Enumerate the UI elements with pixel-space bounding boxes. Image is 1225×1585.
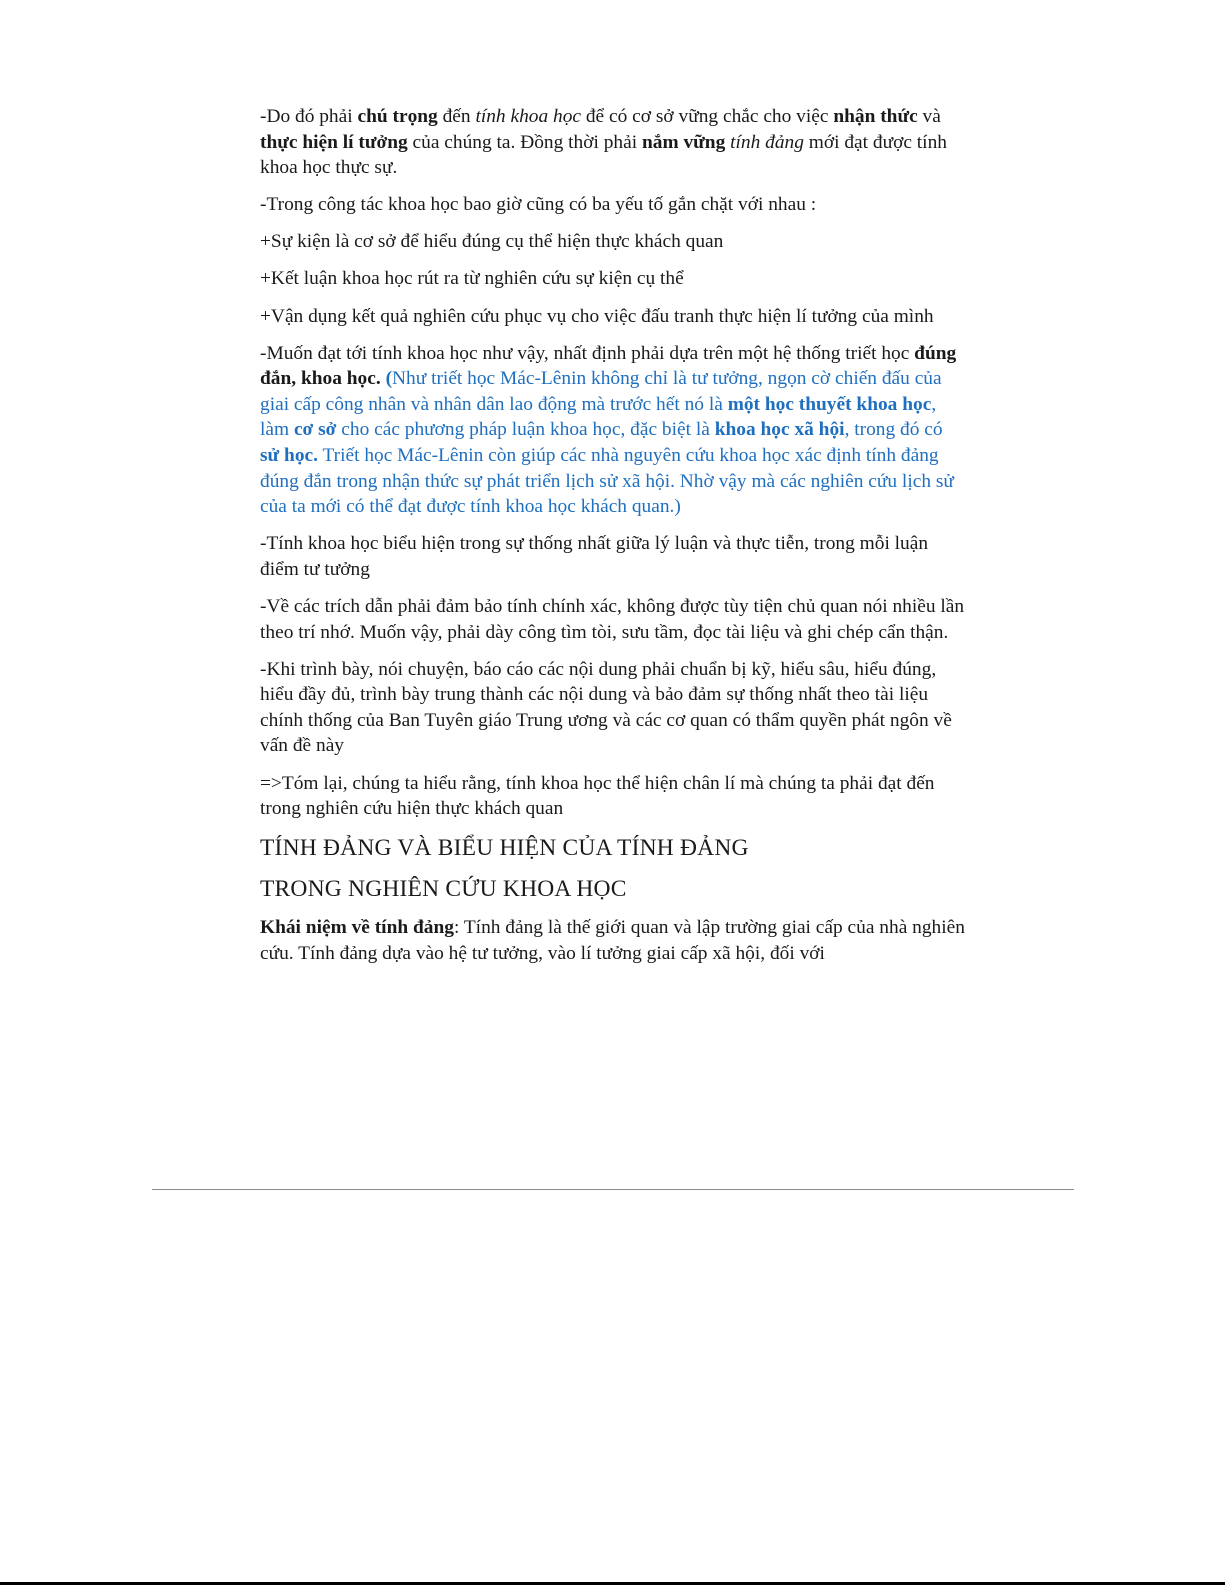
- paragraph-party-concept: [260, 915, 965, 966]
- blue-text: cho các phương pháp luận khoa học, đặc biệt là: [336, 419, 715, 441]
- list-item-conclusion: +Kết luận khoa học rút ra từ nghiên cứu sự kiện cụ thể: [260, 268, 684, 290]
- text-run: -Do đó phải: [260, 106, 358, 127]
- paragraph-three-factors: -Trong công tác khoa học bao giờ cũng có ba yếu tố gắn chặt với nhau :: [260, 194, 817, 216]
- paragraph-theory-practice: -Tính khoa học biểu hiện trong sự thống nhất giữa lý luận và thực tiễn, trong mỗi luận điểm tư tưởng: [260, 533, 929, 580]
- blue-text: Như triết học Mác-Lênin không chỉ là tư tưởng, ngọn cờ chiến đấu của giai cấp công nhân và nhân dân lao động mà trước hết nó là: [260, 368, 942, 415]
- italic-text: tính đảng: [730, 131, 804, 153]
- paragraph-citations: -Về các trích dẫn phải đảm bảo tính chính xác, không được tùy tiện chủ quan nói nhiều lần theo trí nhớ. Muốn vậy, phải dày công tìm tòi, sưu tầm, đọc tài liệu và ghi chép cẩn thận.: [260, 596, 965, 643]
- blue-text: Triết học Mác-Lênin còn giúp các nhà nguyên cứu khoa học xác định tính đảng đúng đắn trong nhận thức sự phát triển lịch sử xã hội. Nhờ vậy mà các nghiên cứu lịch sử của ta mới có thể đạt được tính khoa học khách quan.): [260, 445, 954, 518]
- text-run: để có cơ sở vững chắc cho việc: [581, 106, 834, 127]
- paragraph-scientific-focus: [260, 104, 965, 181]
- section-heading-line-1: TÍNH ĐẢNG VÀ BIỂU HIỆN CỦA TÍNH ĐẢNG: [260, 835, 749, 862]
- page-divider: [152, 1189, 1074, 1190]
- paragraph-philosophy: [260, 341, 965, 520]
- blue-bold-paren: (: [385, 368, 393, 390]
- blue-text: , làm: [260, 393, 937, 441]
- text-run: mới đạt được tính khoa học thực sự.: [260, 131, 947, 179]
- bold-text: nhận thức: [833, 106, 918, 127]
- blue-bold-text: khoa học xã hội: [714, 419, 845, 441]
- blue-bold-text: sử học.: [260, 445, 318, 467]
- blue-bold-text: một học thuyết khoa học: [727, 393, 932, 415]
- text-run: -Muốn đạt tới tính khoa học như vậy, nhất định phải dựa trên một hệ thống triết học: [260, 342, 915, 364]
- bold-text: đúng đắn, khoa học.: [260, 342, 957, 390]
- text-run: đến: [437, 106, 476, 127]
- list-item-fact: +Sự kiện là cơ sở để hiểu đúng cụ thể hiện thực khách quan: [260, 231, 724, 253]
- bold-text: Khái niệm về tính đảng: [260, 917, 454, 939]
- section-heading-line-2: TRONG NGHIÊN CỨU KHOA HỌC: [260, 876, 627, 903]
- bold-text: thực hiện lí tưởng: [260, 131, 408, 153]
- blue-text: , trong đó có: [844, 419, 943, 441]
- bold-text: nắm vững: [641, 131, 726, 153]
- text-run: và: [917, 106, 941, 127]
- text-run: của chúng ta. Đồng thời phải: [407, 131, 642, 153]
- bold-text: chú trọng: [357, 106, 438, 127]
- document-page: [260, 104, 965, 978]
- text-run: : Tính đảng là thế giới quan và lập trường giai cấp của nhà nghiên cứu. Tính đảng dựa vào hệ tư tưởng, vào lí tưởng giai cấp xã hội, đối với: [260, 917, 965, 964]
- paragraph-summary: =>Tóm lại, chúng ta hiểu rằng, tính khoa học thể hiện chân lí mà chúng ta phải đạt đến trong nghiên cứu hiện thực khách quan: [260, 772, 935, 820]
- list-item-application: +Vận dụng kết quả nghiên cứu phục vụ cho việc đấu tranh thực hiện lí tưởng của mình: [260, 305, 934, 327]
- blue-bold-text: cơ sở: [293, 419, 337, 441]
- italic-text: tính khoa học: [475, 106, 582, 127]
- paragraph-presentation: -Khi trình bày, nói chuyện, báo cáo các nội dung phải chuẩn bị kỹ, hiểu sâu, hiểu đúng, hiểu đầy đủ, trình bày trung thành các nội dung và bảo đảm sự thống nhất theo tài liệu chính thống của Ban Tuyên giáo Trung ương và các cơ quan có thẩm quyền phát ngôn về vấn đề này: [260, 658, 952, 757]
